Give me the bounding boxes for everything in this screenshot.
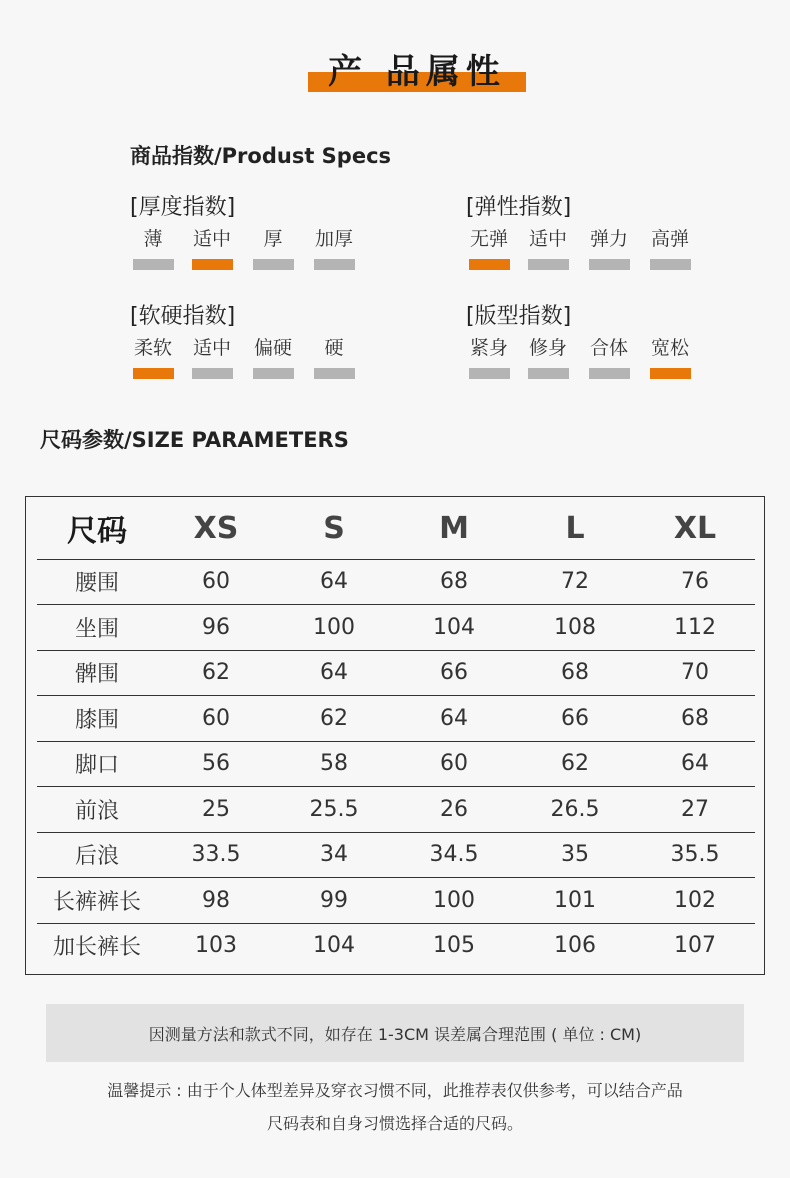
table-cell: 26 [440, 796, 468, 822]
spec-option [649, 224, 691, 270]
table-cell: 56 [202, 751, 230, 776]
table-row [37, 787, 755, 833]
row-label-cell: 加长裤长 [52, 935, 141, 960]
spec-option-bar [589, 259, 630, 270]
table-cell: 60 [202, 569, 230, 594]
table-row [37, 878, 755, 924]
table-header-cell: XS [193, 510, 239, 546]
table-header-cell: XL [673, 510, 717, 546]
table-cell: 72 [561, 569, 589, 594]
table-cell: 112 [674, 614, 716, 640]
table-cell: 64 [440, 705, 468, 731]
table-cell: 62 [202, 660, 230, 685]
spec-option-label: 加厚 [314, 228, 353, 250]
table-cell: 102 [674, 887, 716, 913]
spec-group-title: [弹性指数] [466, 195, 572, 220]
table-cell: 66 [561, 705, 589, 731]
table-cell: 64 [320, 660, 348, 685]
spec-option-label: 薄 [143, 228, 163, 250]
table-header-row [37, 497, 755, 560]
table-row [37, 559, 755, 605]
table-cell: 33.5 [191, 842, 241, 867]
spec-option-label: 偏硬 [253, 337, 292, 359]
spec-option [191, 224, 233, 270]
spec-option-bar [314, 259, 355, 270]
spec-option-bar [469, 259, 510, 270]
spec-option [468, 333, 510, 379]
spec-option-bar [133, 259, 174, 270]
table-cell: 99 [320, 887, 348, 913]
table-cell: 26.5 [550, 796, 600, 822]
spec-option-bar [192, 368, 233, 379]
spec-option-bar [528, 368, 569, 379]
spec-option [252, 333, 294, 379]
tip-line-2: 尺码表和自身习惯选择合适的尺码。 [266, 1114, 523, 1133]
spec-option [313, 224, 355, 270]
table-header-cell: M [439, 510, 469, 546]
spec-group-fit [466, 299, 706, 389]
table-row [37, 605, 755, 651]
table-cell: 60 [202, 705, 230, 731]
row-label-cell: 坐围 [74, 616, 119, 642]
table-row [37, 741, 755, 787]
table-header-cell: 尺码 [67, 514, 127, 549]
spec-group-softness [130, 299, 370, 389]
spec-option-label: 适中 [192, 228, 231, 250]
row-label-cell: 脚口 [74, 753, 119, 778]
table-cell: 35.5 [670, 842, 720, 867]
spec-option [191, 333, 233, 379]
spec-option-bar [650, 259, 691, 270]
table-cell: 64 [320, 569, 348, 594]
spec-option [132, 224, 174, 270]
specs-heading: 商品指数/Produst Specs [130, 144, 392, 168]
page-header [0, 0, 790, 110]
spec-option-bar [253, 368, 294, 379]
measurement-note-text: 因测量方法和款式不同，如存在 1-3CM 误差属合理范围 ( 单位 : CM) [148, 1024, 642, 1044]
spec-option [313, 333, 355, 379]
table-cell: 66 [440, 660, 468, 685]
table-cell: 100 [313, 614, 355, 640]
table-row [37, 832, 755, 878]
spec-option-label: 修身 [528, 337, 567, 359]
spec-option-bar [253, 259, 294, 270]
spec-option [527, 224, 569, 270]
table-cell: 106 [554, 933, 596, 958]
spec-option-bar [133, 368, 174, 379]
spec-option-bar [528, 259, 569, 270]
spec-option-label: 柔软 [133, 337, 172, 359]
table-cell: 107 [674, 933, 716, 958]
table-cell: 27 [681, 796, 709, 822]
table-cell: 62 [561, 751, 589, 776]
tip-line-1: 温馨提示 : 由于个人体型差异及穿衣习惯不同，此推荐表仅供参考，可以结合产品 [107, 1081, 683, 1100]
table-row [37, 696, 755, 742]
table-cell: 25 [202, 796, 230, 822]
table-cell: 96 [202, 614, 230, 640]
table-cell: 34 [320, 842, 348, 867]
spec-option-label: 宽松 [650, 337, 689, 359]
spec-option-label: 合体 [589, 337, 628, 359]
spec-option-label: 弹力 [589, 228, 628, 250]
row-label-cell: 长裤裤长 [52, 889, 141, 915]
size-heading: 尺码参数/SIZE PARAMETERS [40, 428, 349, 452]
table-cell: 68 [561, 660, 589, 685]
table-header-cell: L [565, 510, 585, 546]
spec-group-title: [厚度指数] [130, 195, 236, 220]
row-label-cell: 膝围 [74, 707, 119, 733]
spec-option [252, 224, 294, 270]
table-cell: 101 [554, 887, 596, 913]
table-cell: 103 [195, 933, 237, 958]
spec-option-bar [192, 259, 233, 270]
row-label-cell: 腰围 [74, 571, 119, 596]
table-cell: 68 [681, 705, 709, 731]
spec-option-label: 紧身 [469, 337, 508, 359]
table-cell: 108 [554, 614, 596, 640]
table-row [37, 923, 755, 968]
table-cell: 104 [433, 614, 475, 640]
spec-option-label: 适中 [528, 228, 567, 250]
table-cell: 68 [440, 569, 468, 594]
spec-group-thickness [130, 190, 370, 280]
page-title: 产 品属性 [328, 52, 506, 92]
measurement-note [46, 1004, 744, 1062]
table-row [37, 650, 755, 696]
spec-option [468, 224, 510, 270]
spec-option [588, 333, 630, 379]
table-cell: 98 [202, 887, 230, 913]
table-cell: 105 [433, 933, 475, 958]
table-header-cell: S [323, 510, 345, 546]
spec-option [649, 333, 691, 379]
table-cell: 58 [320, 751, 348, 776]
spec-group-title: [版型指数] [466, 304, 572, 329]
spec-option-label: 适中 [192, 337, 231, 359]
row-label-cell: 后浪 [74, 844, 119, 869]
spec-option-label: 高弹 [650, 228, 689, 250]
size-table [25, 496, 765, 975]
table-cell: 62 [320, 705, 348, 731]
table-cell: 70 [681, 660, 709, 685]
table-cell: 34.5 [429, 842, 479, 867]
spec-option-bar [650, 368, 691, 379]
spec-option-label: 厚 [263, 228, 283, 250]
spec-group-title: [软硬指数] [130, 304, 236, 329]
spec-option-bar [469, 368, 510, 379]
table-cell: 76 [681, 569, 709, 594]
spec-option [132, 333, 174, 379]
spec-group-elasticity [466, 190, 706, 280]
spec-option-label: 无弹 [469, 228, 508, 250]
table-cell: 64 [681, 751, 709, 776]
spec-option-bar [314, 368, 355, 379]
table-cell: 100 [433, 887, 475, 913]
table-cell: 60 [440, 751, 468, 776]
spec-option-bar [589, 368, 630, 379]
row-label-cell: 髀围 [74, 662, 119, 687]
table-cell: 104 [313, 933, 355, 958]
spec-option-label: 硬 [324, 337, 344, 359]
table-cell: 25.5 [309, 796, 359, 822]
row-label-cell: 前浪 [74, 798, 119, 824]
table-cell: 35 [561, 842, 589, 867]
spec-option [588, 224, 630, 270]
spec-option [527, 333, 569, 379]
